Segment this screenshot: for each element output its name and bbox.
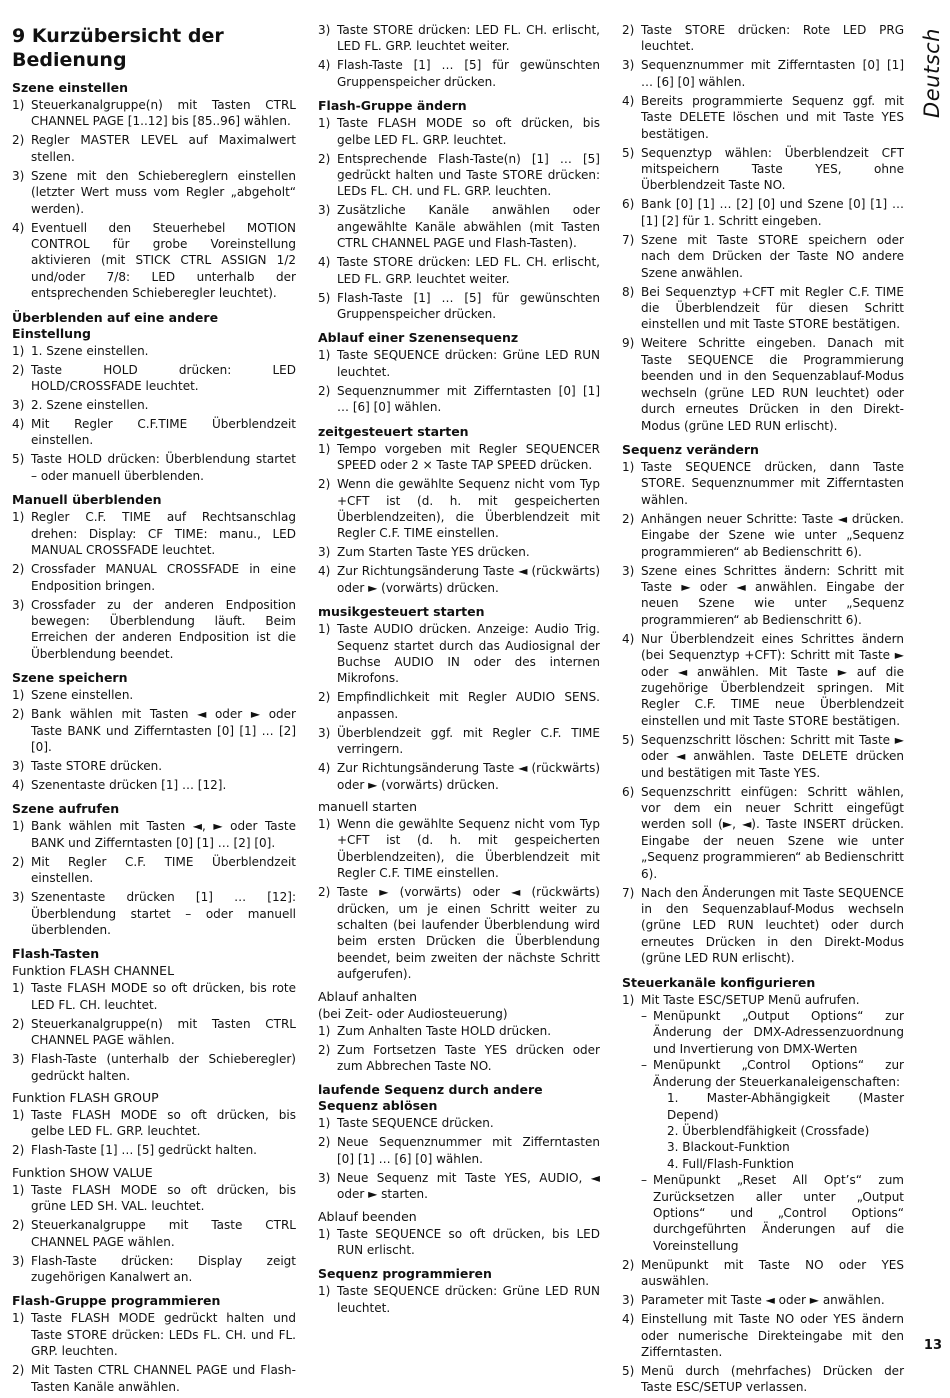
step-number: 2): [318, 1042, 331, 1057]
page-title: 9 Kurzübersicht der Bedienung: [12, 25, 224, 71]
step-text: Zusätzliche Kanäle anwählen oder angewählte Kanäle abwählen (mit Tasten CTRL CHANNEL PAGE und Flash-Tasten).: [337, 203, 600, 251]
step-list: [318, 1283, 600, 1316]
step-item: [318, 1283, 600, 1316]
step-item: [12, 1217, 296, 1250]
step-item: [318, 476, 600, 542]
step-text: Zur Richtungsänderung Taste ◄ (rückwärts) oder ► (vorwärts) drücken.: [337, 761, 600, 792]
step-text: Sequenzschritt einfügen: Schritt wählen, vor dem ein neuer Schritt eingefügt werden soll (►, ◄). Taste INSERT drücken. Eingabe der neuen Szene wie unter „Sequenz programmieren“ ab Bedienschritt 6).: [641, 784, 904, 881]
section-heading: musikgesteuert starten: [318, 604, 485, 620]
step-item: [12, 1142, 296, 1158]
step-text: Nach den Änderungen mit Taste SEQUENCE in den Sequenzablauf-Modus wechseln (grüne LED RUN leuchtet) oder durch erneutes Drücken in den Direkt-Modus (grüne LED RUN erlischt).: [641, 885, 904, 966]
step-number: 1): [12, 981, 25, 996]
step-text: Steuerkanalgruppe(n) mit Tasten CTRL CHANNEL PAGE [1..12] bis [85..96] wählen.: [31, 98, 296, 129]
step-text: Taste FLASH MODE so oft drücken, bis gelbe LED FL. GRP. leuchtet.: [31, 1108, 296, 1139]
step-number: 1): [318, 816, 331, 831]
step-item: [318, 1023, 600, 1039]
section-heading: Szene speichern: [12, 670, 128, 686]
step-number: 4): [318, 58, 331, 73]
step-item: [12, 1107, 296, 1140]
step-item: [622, 992, 904, 1255]
step-number: 3): [622, 1293, 635, 1308]
step-text: Taste AUDIO drücken. Anzeige: Audio Trig. Sequenz startet durch das Audiosignal der Buchse AUDIO IN oder des internen Mikrofons.: [337, 622, 600, 686]
step-list: [318, 621, 600, 793]
step-number: 2): [622, 1257, 635, 1272]
column-2: [318, 22, 600, 1319]
step-number: 3): [12, 398, 25, 413]
language-side-label: Deutsch: [920, 28, 944, 118]
step-item: [318, 347, 600, 380]
step-text: Taste HOLD drücken: Überblendung startet – oder manuell überblenden.: [31, 452, 296, 483]
step-number: 1): [318, 622, 331, 637]
step-number: 1): [12, 343, 25, 358]
step-item: [12, 509, 296, 558]
step-text: 1. Szene einstellen.: [31, 343, 149, 358]
step-item: [318, 115, 600, 148]
step-text: Entsprechende Flash-Taste(n) [1] … [5] gedrückt halten und Taste STORE drücken: LEDs FL. CH. und FL. GRP. leuchten.: [337, 151, 600, 199]
step-item: [12, 889, 296, 938]
step-item: [12, 561, 296, 594]
dash-bullet: –: [641, 1009, 647, 1024]
step-number: 5): [318, 290, 331, 305]
step-text: Taste FLASH MODE so oft drücken, bis rote LED FL. CH. leuchtet.: [31, 981, 296, 1012]
step-text: Taste SEQUENCE drücken: Grüne LED RUN leuchtet.: [337, 1284, 600, 1315]
step-text: Tempo vorgeben mit Regler SEQUENCER SPEED oder 2 × Taste TAP SPEED drücken.: [337, 441, 600, 473]
numbered-sub-item: 1. Master-Abhängigkeit (Master Depend): [667, 1091, 904, 1122]
step-number: 1): [318, 1226, 331, 1241]
section-heading: Manuell überblenden: [12, 492, 162, 508]
step-item: [318, 383, 600, 416]
step-text: Neue Sequenznummer mit Zifferntasten [0] [1] … [6] [0] wählen.: [337, 1135, 600, 1166]
step-number: 3): [12, 168, 25, 183]
step-item: [318, 563, 600, 596]
step-item: [622, 1311, 904, 1360]
step-item: [318, 544, 600, 560]
step-list: [318, 115, 600, 322]
step-text: Taste STORE drücken.: [31, 758, 163, 773]
sub-item-text: Menüpunkt „Output Options“ zur Änderung der DMX-Adressenzuordnung und Invertierung von DMX-Werten: [653, 1009, 904, 1056]
step-text: Wenn die gewählte Sequenz nicht vom Typ +CFT ist (d. h. mit gespeicherten Überblendzeiten), die Überblendzeit mit Regler C.F. TIME einstellen.: [337, 816, 600, 881]
section-heading: Flash-Gruppe ändern: [318, 98, 467, 114]
step-number: 3): [318, 23, 331, 37]
step-list: [318, 347, 600, 415]
step-item: [12, 777, 296, 793]
step-text: Anhängen neuer Schritte: Taste ◄ drücken. Eingabe der Szene wie unter „Sequenz programmieren“ ab Bedienschritt 6).: [641, 511, 904, 559]
step-item: [622, 145, 904, 194]
step-number: 4): [12, 220, 25, 235]
step-number: 8): [622, 284, 635, 299]
step-number: 1): [318, 348, 331, 363]
section-heading: manuell starten: [318, 798, 418, 814]
step-text: Mit Taste ESC/SETUP Menü aufrufen.: [641, 992, 860, 1007]
step-number: 4): [318, 761, 331, 776]
step-number: 5): [622, 145, 635, 160]
step-text: Regler C.F. TIME auf Rechtsanschlag drehen: Display: CF TIME: manu., LED MANUAL CROSSFADE leuchtet.: [31, 510, 296, 558]
step-item: [12, 132, 296, 165]
step-item: [12, 1182, 296, 1215]
step-text: Taste SEQUENCE drücken: Grüne LED RUN leuchtet.: [337, 348, 600, 379]
step-list: [318, 1023, 600, 1075]
step-text: Steuerkanalgruppe mit Taste CTRL CHANNEL PAGE wählen.: [31, 1218, 296, 1249]
step-text: Wenn die gewählte Sequenz nicht vom Typ +CFT ist (d. h. mit gespeicherten Überblendzeiten), die Überblendzeit mit Regler C.F. TIME einstellen.: [337, 477, 600, 541]
section-heading: Funktion FLASH CHANNEL: [12, 963, 175, 979]
step-list: [12, 980, 296, 1084]
step-text: Bank [0] [1] … [2] [0] und Szene [0] [1] … [1] [2] für 1. Schritt eingeben.: [641, 197, 904, 228]
section-heading: Flash-Tasten: [12, 946, 100, 962]
step-text: Taste FLASH MODE gedrückt halten und Taste STORE drücken: LEDs FL. CH. und FL. GRP. leuchten.: [31, 1311, 296, 1359]
step-list: [12, 1182, 296, 1286]
step-list: [622, 459, 904, 967]
step-number: 2): [622, 23, 635, 37]
section-heading: Funktion SHOW VALUE: [12, 1164, 153, 1180]
section-heading: Szene aufrufen: [12, 801, 120, 817]
sub-list: [641, 1008, 904, 1254]
step-list: [622, 992, 904, 1396]
step-item: [622, 93, 904, 142]
step-list: [12, 343, 296, 485]
sub-item: [641, 1057, 904, 1172]
step-number: 1): [318, 116, 331, 131]
step-item: [622, 631, 904, 729]
step-text: Taste STORE drücken: Rote LED PRG leuchtet.: [641, 23, 904, 54]
step-number: 1): [12, 1182, 25, 1197]
step-number: 3): [12, 758, 25, 773]
step-list: [318, 1115, 600, 1202]
step-item: [12, 1051, 296, 1084]
step-item: [622, 1363, 904, 1396]
step-text: Flash-Taste [1] … [5] für gewünschten Gruppenspeicher drücken.: [337, 290, 600, 322]
step-number: 3): [12, 890, 25, 905]
step-list: [318, 22, 600, 90]
step-number: 2): [12, 1363, 25, 1378]
step-item: [12, 97, 296, 130]
sub-item: [641, 1172, 904, 1254]
step-number: 2): [318, 151, 331, 166]
step-item: [318, 884, 600, 982]
step-item: [318, 816, 600, 882]
step-number: 3): [622, 563, 635, 578]
section-heading: Ablauf beenden: [318, 1208, 417, 1224]
step-item: [318, 1115, 600, 1131]
step-item: [318, 254, 600, 287]
sub-item: [641, 1008, 904, 1057]
step-item: [12, 362, 296, 395]
step-number: 1): [12, 98, 25, 112]
step-number: 1): [318, 1284, 331, 1299]
step-item: [12, 168, 296, 217]
numbered-sub-item: 3. Blackout-Funktion: [667, 1140, 790, 1155]
step-item: [622, 22, 904, 55]
step-list: [318, 816, 600, 983]
step-list: [318, 441, 600, 596]
step-item: [12, 220, 296, 302]
step-item: [318, 1134, 600, 1167]
dash-bullet: –: [641, 1173, 647, 1188]
step-text: Taste SEQUENCE drücken, dann Taste STORE. Sequenznummer mit Zifferntasten wählen.: [641, 459, 904, 507]
step-text: Szenentaste drücken [1] … [12]: Überblendung startet – oder manuell überblenden.: [31, 890, 296, 937]
step-item: [622, 885, 904, 967]
step-number: 3): [318, 545, 331, 560]
step-item: [318, 621, 600, 687]
step-item: [318, 290, 600, 323]
step-text: Taste STORE drücken: LED FL. CH. erlischt, LED FL. GRP. leuchtet weiter.: [337, 23, 600, 54]
step-number: 2): [12, 1016, 25, 1031]
step-text: Menü durch (mehrfaches) Drücken der Taste ESC/SETUP verlassen.: [641, 1363, 904, 1395]
step-item: [318, 151, 600, 200]
step-text: Flash-Taste [1] … [5] für gewünschten Gruppenspeicher drücken.: [337, 58, 600, 89]
step-text: Mit Tasten CTRL CHANNEL PAGE und Flash-Tasten Kanäle anwählen.: [31, 1363, 296, 1394]
step-number: 2): [12, 1143, 25, 1158]
step-number: 1): [12, 688, 25, 703]
section-heading: Flash-Gruppe programmieren: [12, 1293, 221, 1309]
step-item: [12, 397, 296, 413]
step-number: 3): [318, 725, 331, 740]
step-item: [622, 784, 904, 882]
step-text: Flash-Taste [1] … [5] gedrückt halten.: [31, 1143, 257, 1158]
step-number: 6): [622, 197, 635, 212]
step-number: 4): [318, 564, 331, 579]
dash-bullet: –: [641, 1058, 647, 1073]
section-heading: Überblenden auf eine andere Einstellung: [12, 309, 219, 341]
step-list: [12, 818, 296, 938]
step-item: [12, 597, 296, 663]
step-number: 2): [622, 511, 635, 526]
step-text: Bank wählen mit Tasten ◄ oder ► oder Taste BANK und Zifferntasten [0] [1] … [2] [0].: [31, 707, 296, 754]
step-item: [622, 1257, 904, 1290]
page-number: 13: [923, 1338, 942, 1353]
step-text: Szene mit den Schiebereglern einstellen (letzter Wert muss vom Regler „abgeholt“ werden).: [31, 168, 296, 216]
step-number: 6): [622, 784, 635, 799]
step-text: Szene eines Schrittes ändern: Schritt mit Taste ► oder ◄ anwählen. Eingabe der neuen Szene wie unter „Sequenz programmieren“ ab Bedienschritt 6).: [641, 563, 904, 627]
step-number: 7): [622, 885, 635, 900]
step-list: [12, 1107, 296, 1159]
step-number: 4): [622, 631, 635, 646]
step-item: [622, 232, 904, 281]
step-item: [318, 1042, 600, 1075]
step-number: 2): [318, 383, 331, 398]
step-item: [12, 980, 296, 1013]
step-text: Szenentaste drücken [1] … [12].: [31, 777, 227, 792]
step-text: Taste FLASH MODE so oft drücken, bis grüne LED SH. VAL. leuchtet.: [31, 1182, 296, 1214]
section-note: (bei Zeit- oder Audiosteuerung): [318, 1006, 508, 1021]
step-number: 9): [622, 336, 635, 351]
section-heading: laufende Sequenz durch andere Sequenz ablösen: [318, 1082, 543, 1114]
step-text: Crossfader zu der anderen Endposition bewegen: Überblendung läuft. Beim Erreichen der anderen Endposition ist die Überblendung beendet.: [31, 597, 296, 661]
step-text: Mit Regler C.F.TIME Überblendzeit einstellen.: [31, 417, 296, 448]
step-item: [318, 760, 600, 793]
step-text: Sequenznummer mit Zifferntasten [0] [1] … [6] [0] wählen.: [641, 58, 904, 89]
step-item: [318, 1226, 600, 1259]
step-item: [622, 511, 904, 560]
step-text: Parameter mit Taste ◄ oder ► anwählen.: [641, 1293, 885, 1308]
step-text: Bereits programmierte Sequenz ggf. mit Taste DELETE löschen und mit Taste YES bestätigen.: [641, 93, 904, 141]
step-list: [622, 22, 904, 434]
numbered-sub-item: 2. Überblendfähigkeit (Crossfade): [667, 1123, 870, 1138]
step-item: [622, 57, 904, 90]
step-text: Taste SEQUENCE drücken.: [337, 1116, 494, 1131]
step-item: [622, 1292, 904, 1308]
step-text: Sequenznummer mit Zifferntasten [0] [1] … [6] [0] wählen.: [337, 383, 600, 415]
step-number: 1): [622, 459, 635, 474]
step-item: [318, 202, 600, 251]
step-number: 2): [318, 1135, 331, 1150]
sub-item-text: Menüpunkt „Control Options“ zur Änderung der Steuerkanaleigenschaften:: [653, 1058, 904, 1089]
step-item: [318, 22, 600, 55]
step-text: Zum Fortsetzen Taste YES drücken oder zum Abbrechen Taste NO.: [337, 1042, 600, 1074]
step-text: Zur Richtungsänderung Taste ◄ (rückwärts) oder ► (vorwärts) drücken.: [337, 564, 600, 595]
step-number: 2): [318, 690, 331, 705]
section-heading: Ablauf anhalten: [318, 988, 418, 1004]
step-number: 3): [12, 597, 25, 612]
step-number: 2): [12, 854, 25, 869]
step-text: Taste ► (vorwärts) oder ◄ (rückwärts) drücken, um je einen Schritt weiter zu schalten (bei laufender Überblendung wird beim ersten Drücken die Überblendung beendet, beim zweiten der nächste Schritt aufgerufen).: [337, 885, 600, 982]
step-number: 1): [318, 1023, 331, 1038]
step-number: 2): [318, 885, 331, 900]
step-text: Flash-Taste drücken: Display zeigt zugehörigen Kanalwert an.: [31, 1253, 296, 1285]
step-number: 5): [622, 732, 635, 747]
step-number: 1): [12, 510, 25, 525]
step-text: Mit Regler C.F. TIME Überblendzeit einstellen.: [31, 854, 296, 886]
step-item: [12, 818, 296, 851]
step-text: Crossfader MANUAL CROSSFADE in eine Endposition bringen.: [31, 562, 296, 593]
step-item: [318, 725, 600, 758]
step-item: [12, 451, 296, 484]
step-item: [318, 689, 600, 722]
step-text: Zum Anhalten Taste HOLD drücken.: [337, 1023, 552, 1038]
step-text: Einstellung mit Taste NO oder YES ändern oder numerische Direkteingabe mit den Zifferntasten.: [641, 1312, 904, 1359]
step-text: Menüpunkt mit Taste NO oder YES auswählen.: [641, 1257, 904, 1289]
step-number: 2): [12, 707, 25, 722]
step-number: 4): [12, 417, 25, 432]
step-number: 2): [318, 477, 331, 492]
step-number: 5): [622, 1363, 635, 1378]
step-text: Neue Sequenz mit Taste YES, AUDIO, ◄ oder ► starten.: [337, 1170, 600, 1202]
step-item: [12, 687, 296, 703]
step-text: Taste HOLD drücken: LED HOLD/CROSSFADE leuchtet.: [31, 362, 296, 394]
step-item: [622, 732, 904, 781]
step-item: [318, 57, 600, 90]
step-item: [12, 758, 296, 774]
step-number: 4): [622, 93, 635, 108]
step-item: [12, 1016, 296, 1049]
step-item: [318, 1170, 600, 1203]
section-heading: zeitgesteuert starten: [318, 423, 469, 439]
step-number: 2): [12, 133, 25, 148]
step-number: 1): [318, 441, 331, 456]
step-item: [12, 416, 296, 449]
step-text: Überblendzeit ggf. mit Regler C.F. TIME verringern.: [337, 725, 600, 757]
step-number: 4): [622, 1312, 635, 1327]
section-heading: Funktion FLASH GROUP: [12, 1090, 159, 1105]
step-text: Eventuell den Steuerhebel MOTION CONTROL für grobe Voreinstellung aktivieren (mit STICK CTRL ASSIGN 1/2 und/oder 7/8: LED unterhalb der entsprechenden Schieberegler leuchtet).: [31, 220, 296, 301]
step-item: [12, 1362, 296, 1395]
step-number: 7): [622, 232, 635, 247]
step-text: Szene einstellen.: [31, 688, 134, 703]
step-text: Sequenzschritt löschen: Schritt mit Taste ► oder ◄ anwählen. Taste DELETE drücken und bestätigen mit Taste YES.: [641, 732, 904, 780]
step-text: 2. Szene einstellen.: [31, 398, 149, 413]
step-text: Zum Starten Taste YES drücken.: [337, 545, 530, 560]
step-text: Taste SEQUENCE so oft drücken, bis LED RUN erlischt.: [337, 1226, 600, 1258]
section-heading: Sequenz programmieren: [318, 1266, 492, 1282]
step-list: [318, 1226, 600, 1259]
step-text: Bei Sequenztyp +CFT mit Regler C.F. TIME die Überblendzeit für diesen Schritt einstellen und mit Taste STORE bestätigen.: [641, 284, 904, 332]
step-number: 1): [12, 1108, 25, 1122]
step-text: Steuerkanalgruppe(n) mit Tasten CTRL CHANNEL PAGE wählen.: [31, 1016, 296, 1048]
step-number: 2): [12, 562, 25, 577]
step-list: [12, 97, 296, 302]
step-number: 1): [12, 819, 25, 834]
column-1: [12, 22, 296, 1398]
step-text: Weitere Schritte eingeben. Danach mit Taste SEQUENCE die Programmierung beenden und in den Sequenzablauf-Modus wechseln (grüne LED RUN leuchtet) oder durch erneutes Drücken in den Direkt-Modus (grüne LED RUN erlischt).: [641, 336, 904, 433]
step-item: [12, 706, 296, 755]
step-number: 1): [12, 1311, 25, 1326]
step-text: Bank wählen mit Tasten ◄, ► oder Taste BANK und Zifferntasten [0] [1] … [2] [0].: [31, 819, 296, 850]
sub-item-text: Menüpunkt „Reset All Opt’s“ zum Zurücksetzen aller unter „Output Options“ und „Control Options“ durchgeführten Änderungen auf die Voreinstellung: [653, 1173, 904, 1253]
step-text: Empfindlichkeit mit Regler AUDIO SENS. anpassen.: [337, 690, 600, 721]
step-item: [622, 196, 904, 229]
step-number: 3): [318, 203, 331, 218]
numbered-sub-list: [653, 1090, 904, 1172]
section-heading: Ablauf einer Szenensequenz: [318, 330, 519, 346]
step-item: [12, 1253, 296, 1286]
step-number: 5): [12, 452, 25, 467]
step-text: Szene mit Taste STORE speichern oder nach dem Drücken der Taste NO andere Szene anwählen.: [641, 232, 904, 280]
step-item: [622, 335, 904, 433]
step-list: [12, 1310, 296, 1395]
step-number: 1): [622, 992, 635, 1007]
section-heading: Steuerkanäle konfigurieren: [622, 974, 816, 990]
step-item: [12, 854, 296, 887]
step-item: [622, 563, 904, 629]
step-item: [318, 441, 600, 474]
step-number: 3): [12, 1253, 25, 1268]
step-number: 4): [12, 777, 25, 792]
step-number: 3): [12, 1052, 25, 1067]
step-item: [12, 343, 296, 359]
step-text: Flash-Taste (unterhalb der Schieberegler) gedrückt halten.: [31, 1052, 296, 1083]
step-number: 4): [318, 255, 331, 270]
step-text: Nur Überblendzeit eines Schrittes ändern (bei Sequenztyp +CFT): Schritt mit Taste ► oder ◄ anwählen. Mit Taste ► auf die zugehörige Überblendzeit springen. Mit Regler C.F. TIME neue Überblendzeit einstellen und mit Taste STORE bestätigen.: [641, 631, 904, 728]
step-text: Taste STORE drücken: LED FL. CH. erlischt, LED FL. GRP. leuchtet weiter.: [337, 255, 600, 286]
step-text: Regler MASTER LEVEL auf Maximalwert stellen.: [31, 133, 296, 164]
step-item: [622, 459, 904, 508]
step-number: 3): [318, 1170, 331, 1185]
section-heading: Szene einstellen: [12, 80, 128, 95]
step-number: 1): [318, 1116, 331, 1131]
step-list: [12, 509, 296, 662]
step-text: Taste FLASH MODE so oft drücken, bis gelbe LED FL. GRP. leuchtet.: [337, 116, 600, 147]
section-heading: Sequenz verändern: [622, 441, 759, 457]
numbered-sub-item: 4. Full/Flash-Funktion: [667, 1156, 794, 1171]
step-item: [12, 1310, 296, 1359]
column-3: [622, 22, 904, 1398]
step-number: 2): [12, 1218, 25, 1233]
step-number: 3): [622, 58, 635, 73]
step-text: Sequenztyp wählen: Überblendzeit CFT mitspeichern Taste YES, ohne Überblendzeit Taste NO.: [641, 145, 904, 193]
step-list: [12, 687, 296, 793]
step-item: [622, 284, 904, 333]
step-number: 2): [12, 362, 25, 377]
